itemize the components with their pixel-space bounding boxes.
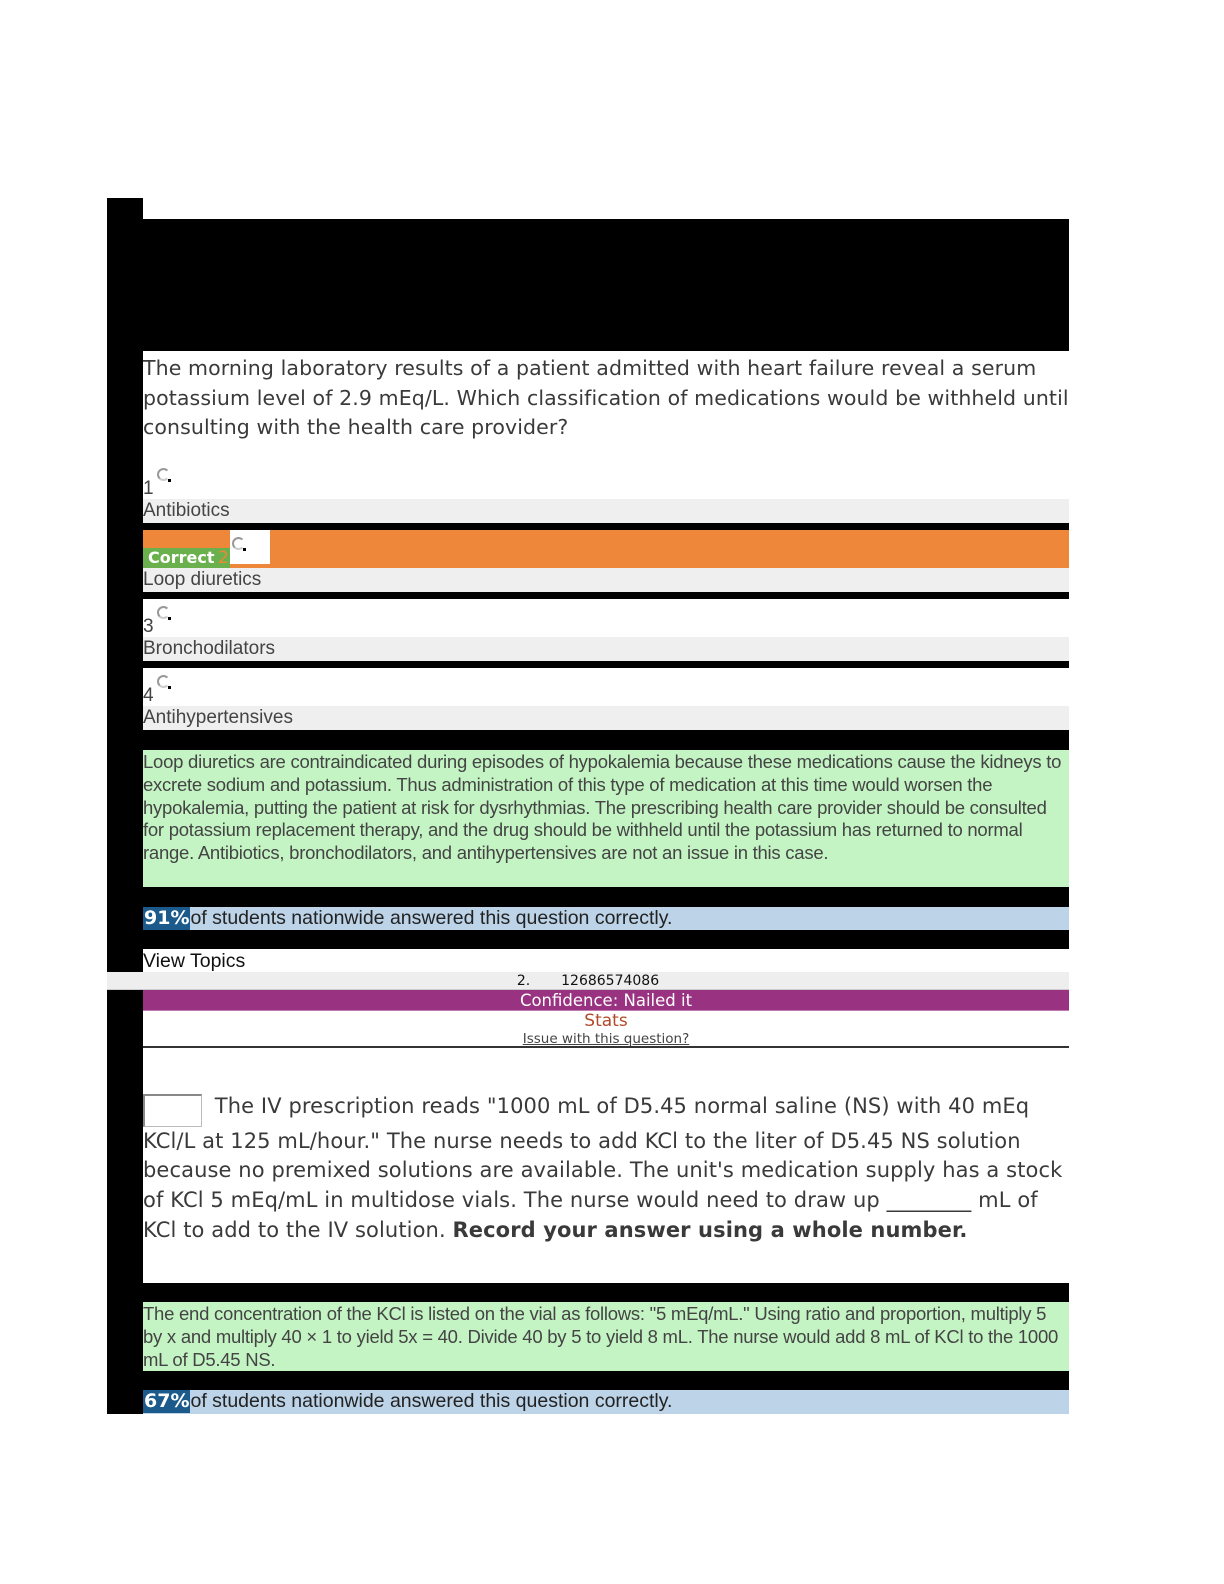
left-margin-bar-lower [107, 990, 143, 1414]
option-divider [143, 523, 1069, 530]
stats-area [143, 1011, 1069, 1048]
stat-text: of students nationwide answered this question correctly. [190, 907, 673, 929]
stem-text-2: mL of KCl to add to the IV solution. [143, 1187, 1038, 1242]
section-divider [143, 1283, 1069, 1302]
view-topics-link[interactable]: View Topics [143, 949, 1069, 972]
option-2[interactable] [143, 530, 1069, 568]
option-3[interactable] [143, 599, 1069, 637]
section-divider [143, 887, 1069, 907]
correct-badge: Correct [143, 548, 230, 568]
stem-instruction: Record your answer using a whole number. [452, 1217, 968, 1242]
option-4[interactable] [143, 668, 1069, 706]
option-number: 4 [143, 685, 154, 706]
left-margin-bar [107, 198, 143, 973]
radio-icon[interactable] [157, 675, 170, 688]
section-divider [143, 1371, 1069, 1390]
option-1-label[interactable]: Antibiotics [143, 499, 1069, 523]
question2-rationale: The end concentration of the KCl is listed on the vial as follows: "5 mEq/mL." Using ratio and proportion, multiply 5 by x and multiply 40 × 1 to yield 5x = 40. Divide 40 by 5 to yield 8 mL. The nurse would add 8 mL of KCl to the 1000 mL of D5.45 NS. [143, 1302, 1069, 1371]
radio-icon[interactable] [232, 537, 245, 550]
section-divider [143, 930, 1069, 949]
option-4-label[interactable]: Antihypertensives [143, 706, 1069, 730]
question1-rationale: Loop diuretics are contraindicated during episodes of hypokalemia because these medications cause the kidneys to excrete sodium and potassium. Thus administration of this type of medication at this time would worsen the hypokalemia, putting the patient at risk for dysrhythmias. The prescribing health care provider should be consulted for potassium replacement therapy, and the drug should be withheld until the potassium has returned to normal range. Antibiotics, bronchodilators, and antihypertensives are not an issue in this case. [143, 750, 1069, 887]
question2-id-row [107, 972, 1069, 990]
question-number: 2. [516, 973, 531, 989]
option-divider [143, 592, 1069, 599]
confidence-label: Confidence: Nailed it [519, 991, 693, 1010]
option-3-label[interactable]: Bronchodilators [143, 637, 1069, 661]
stat-percent: 67% [144, 1390, 190, 1412]
question1-stem: The morning laboratory results of a patient admitted with heart failure reveal a serum potassium level of 2.9 mEq/L. Which classification of medications would be withheld until consulting with the health care provider? [143, 356, 1069, 439]
option-1[interactable] [143, 461, 1069, 499]
question2-stem [143, 1092, 1073, 1245]
question2-stat-bar [143, 1390, 1069, 1414]
stat-percent: 91% [144, 907, 190, 929]
radio-icon[interactable] [157, 606, 170, 619]
question1-stat-bar [143, 907, 1069, 930]
section-divider [143, 730, 1069, 750]
header-band [143, 219, 1069, 351]
option-number: 1 [143, 478, 154, 499]
option-number: 3 [143, 616, 154, 637]
answer-blank: ________ [886, 1187, 972, 1212]
stat-text: of students nationwide answered this question correctly. [190, 1390, 673, 1412]
stats-link[interactable]: Stats [584, 1011, 628, 1031]
option-2-label[interactable]: Loop diuretics [143, 568, 1069, 592]
confidence-bar [143, 990, 1069, 1011]
radio-icon[interactable] [157, 468, 170, 481]
stem-text: The IV prescription reads "1000 mL of D5.45 normal saline (NS) with 40 mEq KCl/L at 125 mL/hour." The nurse needs to add KCl to the liter of D5.45 NS solution because no premixed solutions are available. The unit's medication supply has a stock of KCl 5 mEq/mL in multidose vials. The nurse would need to draw up [143, 1094, 1063, 1212]
issue-link[interactable]: Issue with this question? [522, 1031, 690, 1047]
radio-container [230, 530, 270, 564]
option-divider [143, 661, 1069, 668]
option-number: 2 [218, 548, 229, 568]
answer-input[interactable] [143, 1094, 202, 1127]
question-id: 12686574086 [561, 973, 660, 989]
